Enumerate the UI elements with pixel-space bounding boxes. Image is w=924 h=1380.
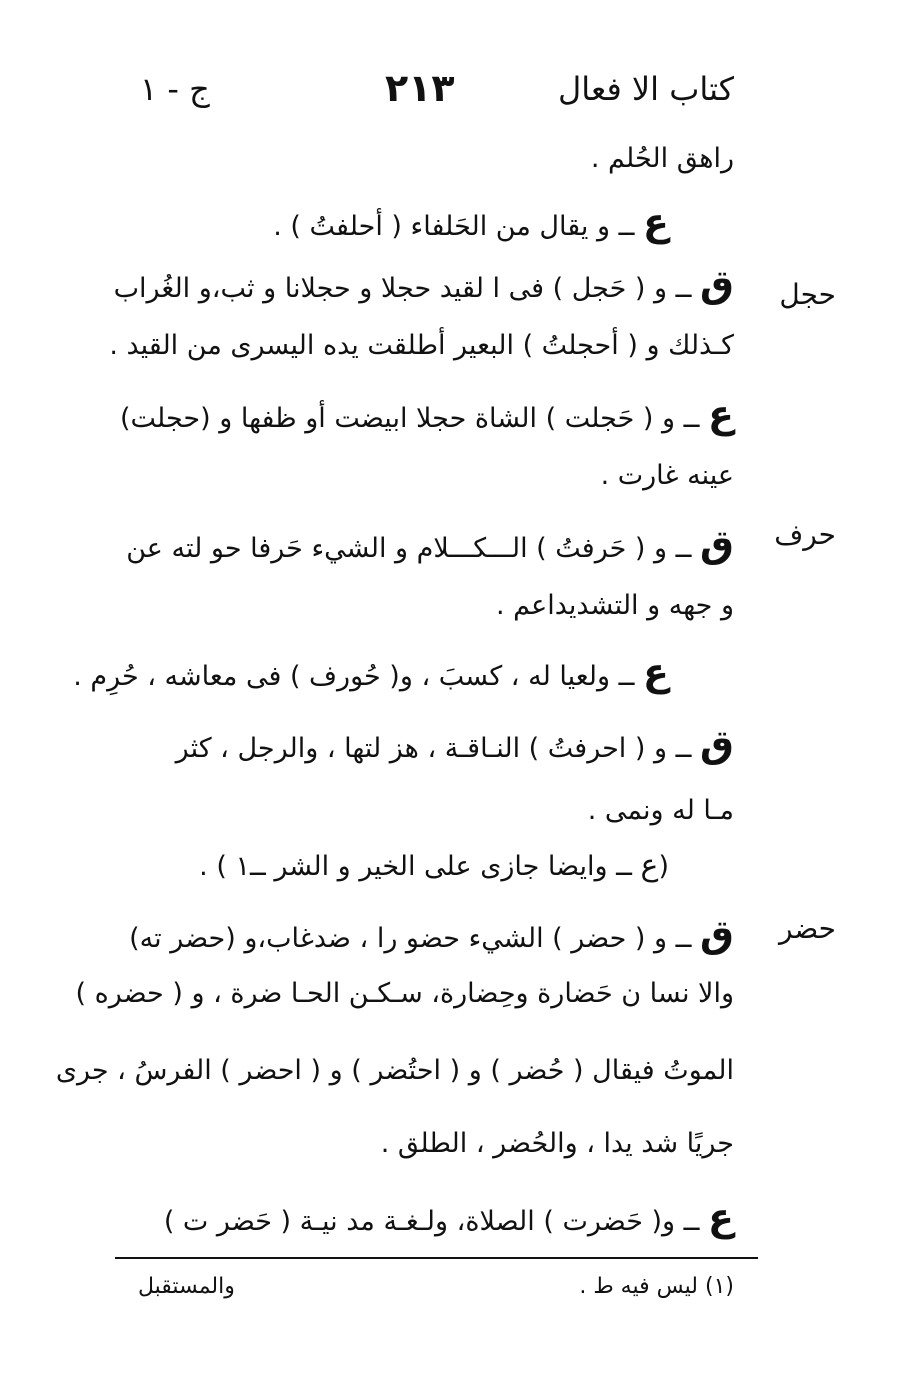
text-line: ق ــ و ( حضر ) الشيء حضو را ، ضدغاب،و (حضر ته): [129, 912, 734, 956]
text-line: ع ــ و ( حَجلت ) الشاة حجلا ابيضت أو ظفها و (حجلت): [120, 392, 734, 436]
text-line: الموتُ فيقال ( حُضر ) و ( احتُضر ) و ( احضر ) الفرسُ ، جرى: [55, 1055, 734, 1086]
book-title: كتاب الا فعال: [558, 70, 734, 108]
text-line: ع ــ و( حَضرت ) الصلاة، ولـغـة مد نيـة ( حَضر ت ): [163, 1195, 734, 1239]
source-siglum: ق: [700, 722, 734, 766]
text-line: كـذلك و ( أحجلتُ ) البعير أطلقت يده اليسرى من القيد .: [109, 330, 734, 361]
volume-number: ج - ١: [140, 70, 210, 108]
source-siglum: ق: [700, 912, 734, 956]
text-line: (ع ــ وايضا جازى على الخير و الشر ــ١ ) .: [199, 848, 669, 883]
source-siglum: ع: [640, 848, 659, 883]
source-siglum: ع: [708, 1195, 734, 1239]
source-siglum: ع: [643, 650, 669, 694]
footnote-rule: [115, 1257, 758, 1259]
text-line: ق ــ و ( حَرفتُ ) الـــكـــلام و الشيء حَرفا حو لته عن: [126, 522, 734, 566]
margin-headword: حضر: [778, 912, 836, 945]
text-line: ق ــ و ( حَجل ) فى ا لقيد حجلا و حجلانا و ثب،و الغُراب: [113, 262, 734, 306]
text-line: ع ــ و يقال من الحَلفاء ( أحلفتُ ) .: [273, 200, 669, 244]
margin-headword: حرف: [774, 518, 836, 551]
text-line: عينه غارت .: [600, 460, 734, 491]
text-line: راهق الحُلم .: [590, 143, 734, 174]
page-number: ٢١٣: [385, 66, 455, 110]
text-line: ع ــ ولعيا له ، كسبَ ، و( حُورف ) فى معاشه ، حُرِم .: [73, 650, 669, 694]
text-line: مـا له ونمى .: [587, 795, 734, 826]
catchword: والمستقبل: [138, 1274, 235, 1299]
source-siglum: ق: [700, 522, 734, 566]
source-siglum: ع: [708, 392, 734, 436]
footnote: (١) ليس فيه ط .: [579, 1274, 734, 1299]
text-line: ق ــ و ( احرفتُ ) النـاقـة ، هز لتها ، والرجل ، كثر: [175, 722, 734, 766]
text-line: و جهه و التشديداعم .: [495, 590, 734, 621]
margin-headword: حجل: [779, 278, 836, 311]
source-siglum: ق: [700, 262, 734, 306]
text-line: جريًا شد يدا ، والحُضر ، الطلق .: [380, 1128, 734, 1159]
text-line: والا نسا ن حَضارة وحِضارة، سـكـن الحـا ضرة ، و ( حضره ): [75, 978, 734, 1009]
source-siglum: ع: [643, 200, 669, 244]
